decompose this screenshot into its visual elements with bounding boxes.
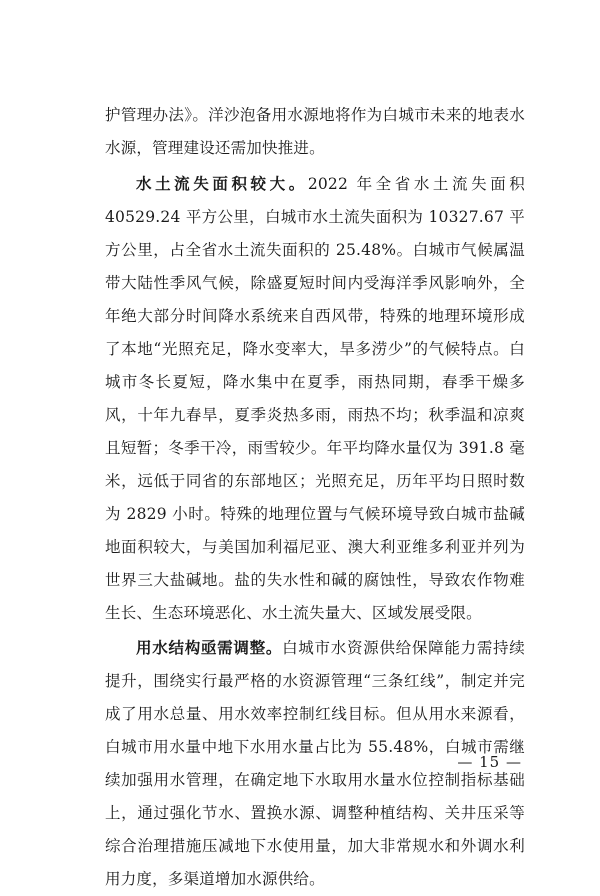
water-structure-heading: 用水结构亟需调整。 [136, 639, 283, 657]
soil-erosion-heading: 水土流失面积较大。 [136, 175, 308, 193]
soil-erosion-paragraph [105, 168, 525, 630]
continuation-paragraph: 护管理办法》。洋沙泡备用水源地将作为白城市未来的地表水水源，管理建设还需加快推进。 [105, 106, 525, 157]
body-text [105, 99, 525, 896]
page-number: — 15 — [457, 753, 522, 771]
water-structure-body: 白城市水资源供给保障能力需持续提升，围绕实行最严格的水资源管理“三条红线”，制定并完成了用水总量、用水效率控制红线目标。但从用水来源看，白城市用水量中地下水用水量占比为 55.48%，白城市需继续加强用水管理，在确定地下水取用水量水位控制指标基础上，通过强化节水、置换水源、调整种植结构、关井压采等综合治理措施压减地下水使用量，加大非常规水和外调水利用力度，多渠道增加水源供给。 [105, 639, 525, 888]
soil-erosion-body: 2022 年全省水土流失面积 40529.24 平方公里，白城市水土流失面积为 10327.67 平方公里，占全省水土流失面积的 25.48%。白城市气候属温带大陆性季风气候，除盛夏短时间内受海洋季风影响外，全年绝大部分时间降水系统来自西风带，特殊的地理环境形成了本地“光照充足，降水变率大，旱多涝少”的气候特点。白城市冬长夏短，降水集中在夏季，雨热同期，春季干燥多风，十年九春旱，夏季炎热多雨，雨热不均；秋季温和凉爽且短暂；冬季干冷，雨雪较少。年平均降水量仅为 391.8 毫米，远低于同省的东部地区；光照充足，历年平均日照时数为 2829 小时。特殊的地理位置与气候环境导致白城市盐碱地面积较大，与美国加利福尼亚、澳大利亚维多利亚并列为世界三大盐碱地。盐的失水性和碱的腐蚀性，导致农作物难生长、生态环境恶化、水土流失量大、区域发展受限。 [105, 175, 525, 622]
